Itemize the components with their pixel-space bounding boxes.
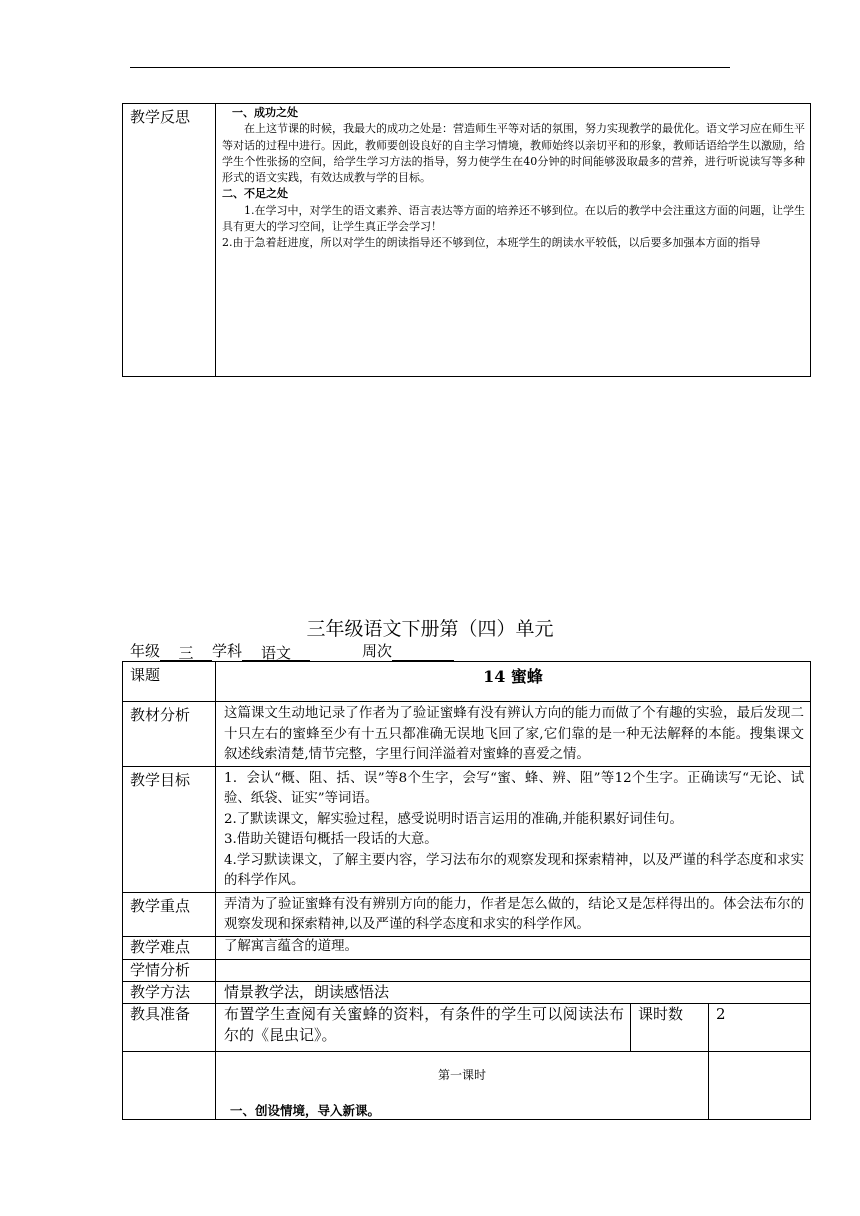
key-label: 教学重点 — [123, 892, 216, 936]
header-rule — [130, 67, 730, 68]
goal-item: 4.学习默读课文，了解主要内容，学习法布尔的观察发现和探索精神，以及严谨的科学态度和求实的科学作风。 — [224, 852, 804, 888]
unit-title: 三年级语文下册第（四）单元 — [306, 618, 554, 640]
topic-label: 课题 — [123, 662, 216, 702]
shortcoming-2: 2.由于急着赶进度，所以对学生的朗读指导还不够到位，本班学生的朗读水平较低，以后要多加强本方面的指导 — [222, 236, 761, 250]
prep-text: 布置学生查阅有关蜜蜂的资料，有条件的学生可以阅读法布尔的《昆虫记》。 — [216, 1003, 631, 1051]
hours-value: 2 — [709, 1003, 811, 1051]
lesson-plan-table — [122, 661, 811, 1120]
goal-item: 2.了默读课文，解实验过程，感受说明时语言运用的准确,并能积累好词佳句。 — [224, 811, 683, 827]
blank-cell — [123, 1051, 216, 1119]
difficulty-text: 了解寓言蕴含的道理。 — [216, 936, 811, 959]
first-lesson-title: 第一课时 — [437, 1067, 486, 1082]
method-label: 教学方法 — [123, 981, 216, 1003]
key-text: 弄清为了验证蜜蜂有没有辨别方向的能力，作者是怎么做的，结论又是怎样得出的。体会法布尔的观察发现和探索精神,以及严谨的科学态度和求实的科学作风。 — [216, 892, 811, 936]
grade-value: 三 — [160, 642, 212, 661]
subject-label: 学科 — [212, 642, 243, 660]
lesson-meta — [130, 640, 454, 661]
shortcoming-1: 1.在学习中，对学生的语文素养、语言表达等方面的培养还不够到位。在以后的教学中会注重这方面的问题，让学生具有更大的学习空间，让学生真正学会学习！ — [222, 203, 805, 234]
analysis-label: 学情分析 — [123, 959, 216, 981]
goal-item: 1．会认“概、阻、括、误”等8个生字，会写“蜜、蜂、辨、阻”等12个生字。正确读写“无论、试验、纸袋、证实”等词语。 — [224, 770, 804, 806]
goal-item: 3.借助关键语句概括一段话的大意。 — [224, 832, 438, 847]
week-label: 周次 — [362, 642, 393, 660]
reflection-label: 教学反思 — [123, 104, 216, 377]
shortcoming-heading: 二、不足之处 — [222, 187, 288, 201]
success-text: 在上这节课的时候，我最大的成功之处是：营造师生平等对话的氛围，努力实现教学的最优化。语文学习应在师生平等对话的过程中进行。因此，教师要创设良好的自主学习情境，教师始终以亲切平和的形象，教师话语给学生以激励，给学生个性张扬的空间，给学生学习方法的指导，努力使学生在40分钟的时间能够汲取最多的营养，进行听说读写等多种形式的语文实践，有效达成教与学的目标。 — [222, 122, 805, 185]
method-text: 情景教学法，朗读感悟法 — [216, 981, 811, 1003]
section-heading: 一、创设情境，导入新课。 — [230, 1102, 381, 1118]
material-text: 这篇课文生动地记录了作者为了验证蜜蜂有没有辨认方向的能力而做了个有趣的实验，最后发现二十只左右的蜜蜂至少有十五只都准确无误地飞回了家,它们靠的是一种无法解释的本能。搜集课文叙述线索清楚,情节完整，字里行间洋溢着对蜜蜂的喜爱之情。 — [216, 702, 811, 767]
topic-value: 14 蜜蜂 — [216, 662, 811, 702]
material-label: 教材分析 — [123, 702, 216, 767]
subject-value: 语文 — [242, 642, 310, 661]
difficulty-label: 教学难点 — [123, 936, 216, 959]
notes-cell — [709, 1051, 811, 1119]
lesson-body — [216, 1051, 709, 1119]
grade-label: 年级 — [130, 642, 161, 660]
prep-label: 教具准备 — [123, 1003, 216, 1051]
reflection-table — [122, 103, 811, 377]
analysis-text — [216, 959, 811, 981]
goals-list — [216, 766, 811, 892]
goals-label: 教学目标 — [123, 766, 216, 892]
hours-label: 课时数 — [631, 1003, 709, 1051]
success-heading: 一、成功之处 — [232, 106, 298, 119]
week-value — [392, 642, 454, 661]
reflection-content — [216, 104, 811, 377]
